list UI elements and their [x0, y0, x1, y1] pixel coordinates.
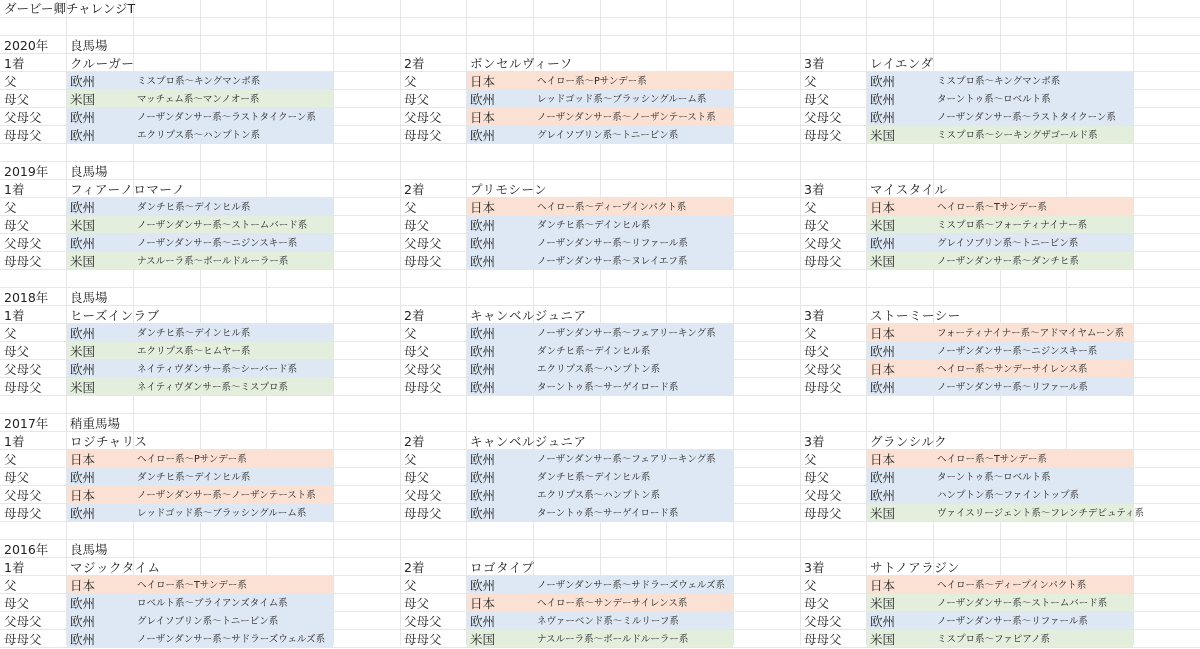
region-cell[interactable]: 米国	[70, 218, 96, 233]
region-cell[interactable]: 米国	[70, 380, 96, 395]
pedigree-label[interactable]: 母母父	[4, 632, 42, 647]
year-label[interactable]: 2017年	[4, 416, 49, 431]
year-label[interactable]: 2019年	[4, 164, 49, 179]
pedigree-label[interactable]: 父	[404, 578, 417, 593]
pedigree-label[interactable]: 母母父	[404, 506, 442, 521]
region-cell[interactable]: 欧州	[470, 128, 496, 143]
region-cell[interactable]: 欧州	[470, 470, 496, 485]
pedigree-label[interactable]: 父母父	[4, 236, 42, 251]
placing-rank[interactable]: 2着	[404, 434, 425, 449]
region-cell[interactable]: 欧州	[70, 506, 96, 521]
bloodline-cell[interactable]: エクリプス系～ハンプトン系	[137, 130, 261, 141]
bloodline-cell[interactable]: ノーザンダンサー系～リファール系	[537, 238, 688, 249]
horse-name[interactable]: レイエンダ	[870, 56, 934, 71]
pedigree-label[interactable]: 父	[4, 74, 17, 89]
track-condition[interactable]: 稍重馬場	[70, 416, 121, 431]
region-cell[interactable]: 日本	[70, 488, 96, 503]
region-cell[interactable]: 欧州	[870, 470, 896, 485]
bloodline-cell[interactable]: グレイソブリン系～トニービン系	[937, 238, 1079, 249]
bloodline-cell[interactable]: ヘイロー系～ディープインパクト系	[937, 580, 1087, 591]
pedigree-label[interactable]: 母母父	[4, 380, 42, 395]
track-condition[interactable]: 良馬場	[70, 164, 108, 179]
bloodline-cell[interactable]: ネイティヴダンサー系～シーバード系	[137, 364, 298, 375]
pedigree-label[interactable]: 父	[804, 578, 817, 593]
bloodline-cell[interactable]: ダンチヒ系～デインヒル系	[537, 220, 651, 231]
bloodline-cell[interactable]: ノーザンダンサー系～ダンチヒ系	[937, 256, 1079, 267]
bloodline-cell[interactable]: ヘイロー系～ディープインパクト系	[537, 202, 687, 213]
region-cell[interactable]: 日本	[870, 326, 896, 341]
placing-rank[interactable]: 3着	[804, 308, 825, 323]
bloodline-cell[interactable]: マッチェム系～マンノオー系	[137, 94, 260, 105]
region-cell[interactable]: 欧州	[70, 470, 96, 485]
bloodline-cell[interactable]: エクリプス系～ハンプトン系	[537, 490, 661, 501]
pedigree-label[interactable]: 父母父	[404, 488, 442, 503]
bloodline-cell[interactable]: エクリプス系～ヒムヤー系	[137, 346, 251, 357]
pedigree-label[interactable]: 父母父	[4, 488, 42, 503]
bloodline-cell[interactable]: ナスルーラ系～ボールドルーラー系	[137, 256, 289, 267]
bloodline-cell[interactable]: ヘイロー系～サンデーサイレンス系	[537, 598, 688, 609]
region-cell[interactable]: 欧州	[470, 362, 496, 377]
pedigree-label[interactable]: 母母父	[404, 380, 442, 395]
bloodline-cell[interactable]: ダンチヒ系～デインヒル系	[137, 472, 251, 483]
region-cell[interactable]: 日本	[870, 452, 896, 467]
pedigree-label[interactable]: 父	[4, 326, 17, 341]
horse-name[interactable]: ストーミーシー	[870, 308, 961, 323]
bloodline-cell[interactable]: ターントゥ系～ロベルト系	[937, 94, 1051, 105]
region-cell[interactable]: 欧州	[70, 362, 96, 377]
bloodline-cell[interactable]: フォーティナイナー系～アドマイヤムーン系	[937, 328, 1125, 339]
region-cell[interactable]: 欧州	[70, 200, 96, 215]
pedigree-label[interactable]: 父	[404, 326, 417, 341]
region-cell[interactable]: 欧州	[870, 380, 896, 395]
pedigree-label[interactable]: 父	[404, 452, 417, 467]
region-cell[interactable]: 欧州	[470, 236, 496, 251]
horse-name[interactable]: サトノアラジン	[870, 560, 960, 575]
pedigree-label[interactable]: 母母父	[804, 254, 842, 269]
pedigree-label[interactable]: 父母父	[4, 110, 42, 125]
region-cell[interactable]: 日本	[470, 200, 496, 215]
pedigree-label[interactable]: 父母父	[4, 362, 42, 377]
region-cell[interactable]: 米国	[870, 254, 896, 269]
region-cell[interactable]: 欧州	[470, 452, 496, 467]
bloodline-cell[interactable]: ミスプロ系～ファピアノ系	[937, 634, 1051, 645]
pedigree-label[interactable]: 父	[804, 326, 817, 341]
region-cell[interactable]: 欧州	[870, 614, 896, 629]
region-cell[interactable]: 日本	[870, 200, 896, 215]
pedigree-label[interactable]: 父母父	[804, 488, 842, 503]
bloodline-cell[interactable]: ノーザンダンサー系～ニジンスキー系	[137, 238, 298, 249]
region-cell[interactable]: 欧州	[470, 254, 496, 269]
pedigree-label[interactable]: 母母父	[404, 254, 442, 269]
pedigree-label[interactable]: 母父	[4, 470, 30, 485]
pedigree-label[interactable]: 母父	[804, 218, 830, 233]
pedigree-label[interactable]: 母母父	[404, 632, 442, 647]
placing-rank[interactable]: 3着	[804, 560, 825, 575]
region-cell[interactable]: 欧州	[70, 128, 96, 143]
bloodline-cell[interactable]: ヘイロー系～Tサンデー系	[937, 454, 1047, 465]
horse-name[interactable]: マイスタイル	[870, 182, 948, 197]
region-cell[interactable]: 欧州	[470, 380, 496, 395]
placing-rank[interactable]: 1着	[4, 560, 25, 575]
region-cell[interactable]: 欧州	[470, 614, 496, 629]
bloodline-cell[interactable]: ダンチヒ系～デインヒル系	[537, 346, 651, 357]
bloodline-cell[interactable]: エクリプス系～ハンプトン系	[537, 364, 661, 375]
pedigree-label[interactable]: 父母父	[804, 614, 842, 629]
bloodline-cell[interactable]: ダンチヒ系～デインヒル系	[537, 472, 651, 483]
bloodline-cell[interactable]: ノーザンダンサー系～ラストタイクーン系	[137, 112, 316, 123]
horse-name[interactable]: グランシルク	[870, 434, 948, 449]
bloodline-cell[interactable]: ノーザンダンサー系～ラストタイクーン系	[937, 112, 1116, 123]
pedigree-label[interactable]: 父	[4, 452, 17, 467]
pedigree-label[interactable]: 母父	[804, 344, 830, 359]
region-cell[interactable]: 欧州	[470, 488, 496, 503]
bloodline-cell[interactable]: ノーザンダンサー系～ストームバード系	[937, 598, 1108, 609]
bloodline-cell[interactable]: ヘイロー系～Tサンデー系	[937, 202, 1047, 213]
bloodline-cell[interactable]: ハンプトン系～ファイントップ系	[937, 490, 1080, 501]
bloodline-cell[interactable]: ターントゥ系～サーゲイロード系	[537, 382, 679, 393]
bloodline-cell[interactable]: ノーザンダンサー系～フェアリーキング系	[537, 454, 716, 465]
pedigree-label[interactable]: 母母父	[4, 128, 42, 143]
sheet-title[interactable]: ダービー卿チャレンジT	[4, 1, 136, 16]
horse-name[interactable]: ヒーズインラブ	[70, 308, 160, 323]
region-cell[interactable]: 欧州	[870, 236, 896, 251]
bloodline-cell[interactable]: ヘイロー系～Pサンデー系	[137, 454, 247, 465]
horse-name[interactable]: キャンベルジュニア	[470, 434, 587, 449]
track-condition[interactable]: 良馬場	[70, 38, 108, 53]
placing-rank[interactable]: 2着	[404, 56, 425, 71]
pedigree-label[interactable]: 父	[404, 200, 417, 215]
pedigree-label[interactable]: 父	[804, 200, 817, 215]
pedigree-label[interactable]: 母母父	[4, 506, 42, 521]
bloodline-cell[interactable]: ヘイロー系～Pサンデー系	[537, 76, 647, 87]
region-cell[interactable]: 欧州	[470, 344, 496, 359]
placing-rank[interactable]: 1着	[4, 182, 25, 197]
pedigree-label[interactable]: 母母父	[804, 506, 842, 521]
pedigree-label[interactable]: 母母父	[404, 128, 442, 143]
horse-name[interactable]: クルーガー	[70, 56, 135, 71]
pedigree-label[interactable]: 母母父	[804, 128, 842, 143]
year-label[interactable]: 2018年	[4, 290, 49, 305]
horse-name[interactable]: ロゴタイプ	[470, 560, 535, 575]
pedigree-label[interactable]: 母父	[4, 344, 30, 359]
pedigree-label[interactable]: 母父	[804, 596, 830, 611]
pedigree-label[interactable]: 父母父	[4, 614, 42, 629]
placing-rank[interactable]: 1着	[4, 434, 25, 449]
region-cell[interactable]: 欧州	[470, 506, 496, 521]
bloodline-cell[interactable]: ノーザンダンサー系～フェアリーキング系	[537, 328, 716, 339]
horse-name[interactable]: プリモシーン	[470, 182, 548, 197]
bloodline-cell[interactable]: ノーザンダンサー系～サドラーズウェルズ系	[537, 580, 726, 591]
pedigree-label[interactable]: 母父	[4, 92, 30, 107]
pedigree-label[interactable]: 父母父	[404, 614, 442, 629]
region-cell[interactable]: 欧州	[870, 92, 896, 107]
pedigree-label[interactable]: 父	[4, 578, 17, 593]
region-cell[interactable]: 米国	[870, 596, 896, 611]
bloodline-cell[interactable]: レッドゴッド系～ブラッシングルーム系	[137, 508, 307, 519]
region-cell[interactable]: 欧州	[70, 110, 96, 125]
bloodline-cell[interactable]: ダンチヒ系～デインヒル系	[137, 202, 251, 213]
region-cell[interactable]: 日本	[470, 596, 496, 611]
bloodline-cell[interactable]: ヘイロー系～サンデーサイレンス系	[937, 364, 1088, 375]
pedigree-label[interactable]: 母父	[404, 470, 430, 485]
placing-rank[interactable]: 3着	[804, 56, 825, 71]
bloodline-cell[interactable]: ノーザンダンサー系～リファール系	[937, 382, 1088, 393]
region-cell[interactable]: 欧州	[870, 488, 896, 503]
region-cell[interactable]: 欧州	[470, 218, 496, 233]
pedigree-label[interactable]: 父	[804, 452, 817, 467]
region-cell[interactable]: 米国	[870, 218, 896, 233]
track-condition[interactable]: 良馬場	[70, 290, 108, 305]
track-condition[interactable]: 良馬場	[70, 542, 108, 557]
pedigree-label[interactable]: 母父	[404, 344, 430, 359]
pedigree-label[interactable]: 父母父	[804, 362, 842, 377]
region-cell[interactable]: 欧州	[70, 326, 96, 341]
region-cell[interactable]: 日本	[870, 362, 896, 377]
horse-name[interactable]: ロジチャリス	[70, 434, 148, 449]
region-cell[interactable]: 日本	[870, 578, 896, 593]
region-cell[interactable]: 米国	[470, 632, 496, 647]
region-cell[interactable]: 欧州	[870, 110, 896, 125]
bloodline-cell[interactable]: グレイソブリン系～トニービン系	[137, 616, 279, 627]
pedigree-label[interactable]: 母父	[4, 218, 30, 233]
bloodline-cell[interactable]: レッドゴッド系～ブラッシングルーム系	[537, 94, 707, 105]
region-cell[interactable]: 米国	[870, 128, 896, 143]
region-cell[interactable]: 米国	[70, 254, 96, 269]
region-cell[interactable]: 米国	[70, 344, 96, 359]
pedigree-label[interactable]: 母母父	[804, 380, 842, 395]
bloodline-cell[interactable]: ターントゥ系～ロベルト系	[937, 472, 1051, 483]
placing-rank[interactable]: 1着	[4, 56, 25, 71]
bloodline-cell[interactable]: ノーザンダンサー系～サドラーズウェルズ系	[137, 634, 326, 645]
pedigree-label[interactable]: 父	[4, 200, 17, 215]
bloodline-cell[interactable]: ミスプロ系～フォーティナイナー系	[937, 220, 1088, 231]
horse-name[interactable]: フィアーノロマーノ	[70, 182, 186, 197]
pedigree-label[interactable]: 父	[804, 74, 817, 89]
pedigree-label[interactable]: 母父	[4, 596, 30, 611]
bloodline-cell[interactable]: ノーザンダンサー系～ニジンスキー系	[937, 346, 1098, 357]
horse-name[interactable]: マジックタイム	[70, 560, 161, 575]
bloodline-cell[interactable]: ターントゥ系～サーゲイロード系	[537, 508, 679, 519]
region-cell[interactable]: 米国	[870, 632, 896, 647]
pedigree-label[interactable]: 母母父	[4, 254, 42, 269]
horse-name[interactable]: ボンセルヴィーソ	[470, 56, 573, 71]
placing-rank[interactable]: 1着	[4, 308, 25, 323]
region-cell[interactable]: 欧州	[70, 596, 96, 611]
pedigree-label[interactable]: 父母父	[404, 110, 442, 125]
region-cell[interactable]: 欧州	[470, 578, 496, 593]
bloodline-cell[interactable]: グレイソブリン系～トニービン系	[537, 130, 679, 141]
bloodline-cell[interactable]: ネイティヴダンサー系～ミスプロ系	[137, 382, 289, 393]
bloodline-cell[interactable]: ノーザンダンサー系～ノーザンテースト系	[137, 490, 316, 501]
pedigree-label[interactable]: 父母父	[404, 236, 442, 251]
horse-name[interactable]: キャンベルジュニア	[470, 308, 587, 323]
region-cell[interactable]: 欧州	[70, 74, 96, 89]
placing-rank[interactable]: 3着	[804, 434, 825, 449]
bloodline-cell[interactable]: ナスルーラ系～ボールドルーラー系	[537, 634, 689, 645]
region-cell[interactable]: 欧州	[470, 326, 496, 341]
placing-rank[interactable]: 3着	[804, 182, 825, 197]
bloodline-cell[interactable]: ノーザンダンサー系～リファール系	[937, 616, 1088, 627]
bloodline-cell[interactable]: ノーザンダンサー系～ストームバード系	[137, 220, 308, 231]
year-label[interactable]: 2016年	[4, 542, 49, 557]
pedigree-label[interactable]: 父	[404, 74, 417, 89]
bloodline-cell[interactable]: ノーザンダンサー系～ノーザンテースト系	[537, 112, 716, 123]
pedigree-label[interactable]: 母父	[404, 596, 430, 611]
region-cell[interactable]: 欧州	[470, 92, 496, 107]
bloodline-cell[interactable]: ヘイロー系～Tサンデー系	[137, 580, 247, 591]
region-cell[interactable]: 日本	[70, 578, 96, 593]
pedigree-label[interactable]: 母父	[404, 218, 430, 233]
pedigree-label[interactable]: 母父	[804, 92, 830, 107]
region-cell[interactable]: 米国	[870, 506, 896, 521]
region-cell[interactable]: 日本	[470, 110, 496, 125]
year-label[interactable]: 2020年	[4, 38, 49, 53]
region-cell[interactable]: 日本	[70, 452, 96, 467]
placing-rank[interactable]: 2着	[404, 182, 425, 197]
bloodline-cell[interactable]: ネヴァーベンド系～ミルリーフ系	[537, 616, 679, 627]
region-cell[interactable]: 欧州	[870, 344, 896, 359]
region-cell[interactable]: 欧州	[70, 632, 96, 647]
bloodline-cell[interactable]: ダンチヒ系～デインヒル系	[137, 328, 251, 339]
bloodline-cell[interactable]: ミスプロ系～キングマンボ系	[137, 76, 261, 87]
pedigree-label[interactable]: 母父	[404, 92, 430, 107]
bloodline-cell[interactable]: ミスプロ系～シーキングザゴールド系	[937, 130, 1098, 141]
placing-rank[interactable]: 2着	[404, 560, 425, 575]
pedigree-label[interactable]: 父母父	[804, 110, 842, 125]
region-cell[interactable]: 欧州	[70, 614, 96, 629]
pedigree-label[interactable]: 父母父	[404, 362, 442, 377]
region-cell[interactable]: 米国	[70, 92, 96, 107]
bloodline-cell[interactable]: ノーザンダンサー系～ヌレイエフ系	[537, 256, 688, 267]
pedigree-label[interactable]: 母母父	[804, 632, 842, 647]
region-cell[interactable]: 欧州	[870, 74, 896, 89]
pedigree-label[interactable]: 母父	[804, 470, 830, 485]
bloodline-cell[interactable]: ヴァイスリージェント系～フレンチデピュティ系	[937, 508, 1145, 519]
bloodline-cell[interactable]: ロベルト系～ブライアンズタイム系	[137, 598, 288, 609]
bloodline-cell[interactable]: ミスプロ系～キングマンボ系	[937, 76, 1061, 87]
region-cell[interactable]: 日本	[470, 74, 496, 89]
pedigree-label[interactable]: 父母父	[804, 236, 842, 251]
placing-rank[interactable]: 2着	[404, 308, 425, 323]
region-cell[interactable]: 欧州	[70, 236, 96, 251]
